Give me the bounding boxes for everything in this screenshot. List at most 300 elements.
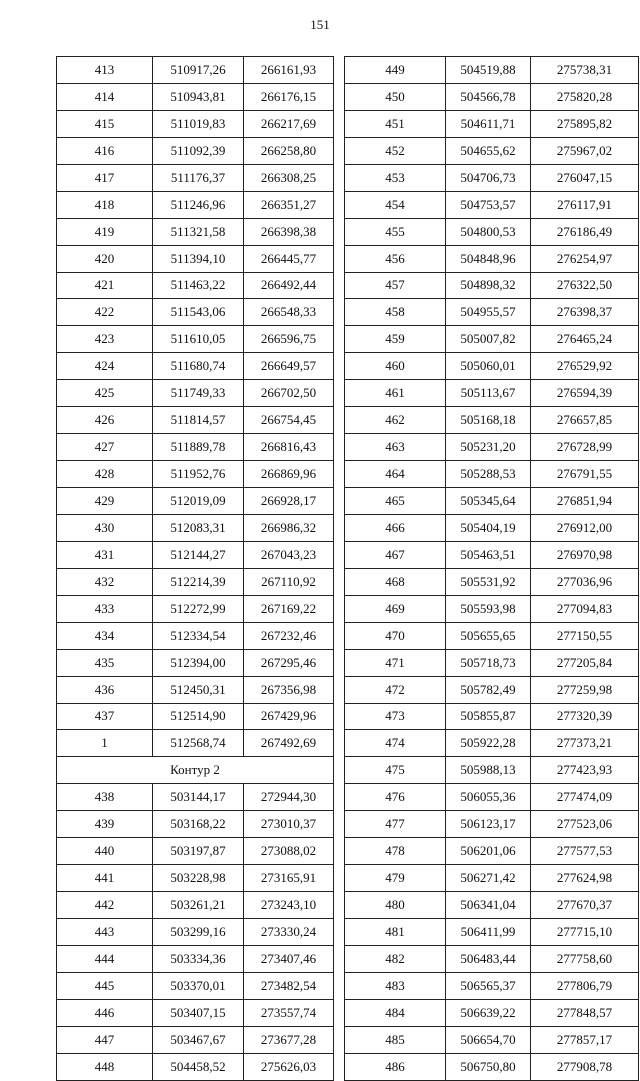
- point-number-cell: 429: [57, 488, 153, 515]
- point-number-cell: 445: [57, 972, 153, 999]
- table-row: [57, 595, 334, 622]
- point-number-cell: 447: [57, 1026, 153, 1053]
- x-coordinate-cell: 511889,78: [153, 434, 244, 461]
- point-number-cell: 432: [57, 568, 153, 595]
- point-number-cell: 467: [345, 541, 446, 568]
- table-row: [345, 568, 639, 595]
- table-row: [345, 622, 639, 649]
- y-coordinate-cell: 273010,37: [244, 811, 334, 838]
- table-row: [345, 541, 639, 568]
- y-coordinate-cell: 275820,28: [531, 83, 639, 110]
- point-number-cell: 485: [345, 1026, 446, 1053]
- table-row: [345, 488, 639, 515]
- table-row: [57, 892, 334, 919]
- x-coordinate-cell: 505463,51: [446, 541, 531, 568]
- y-coordinate-cell: 273088,02: [244, 838, 334, 865]
- x-coordinate-cell: 504800,53: [446, 218, 531, 245]
- table-row: [345, 57, 639, 84]
- y-coordinate-cell: 266986,32: [244, 514, 334, 541]
- y-coordinate-cell: 276970,98: [531, 541, 639, 568]
- y-coordinate-cell: 266548,33: [244, 299, 334, 326]
- table-row: [345, 676, 639, 703]
- y-coordinate-cell: 266217,69: [244, 110, 334, 137]
- y-coordinate-cell: 277715,10: [531, 919, 639, 946]
- table-row: [57, 541, 334, 568]
- y-coordinate-cell: 277848,57: [531, 999, 639, 1026]
- x-coordinate-cell: 504898,32: [446, 272, 531, 299]
- table-row: [57, 137, 334, 164]
- table-row: [345, 972, 639, 999]
- x-coordinate-cell: 505655,65: [446, 622, 531, 649]
- y-coordinate-cell: 267492,69: [244, 730, 334, 757]
- x-coordinate-cell: 511246,96: [153, 191, 244, 218]
- point-number-cell: 457: [345, 272, 446, 299]
- point-number-cell: 456: [345, 245, 446, 272]
- point-number-cell: 483: [345, 972, 446, 999]
- y-coordinate-cell: 272944,30: [244, 784, 334, 811]
- table-row: [57, 972, 334, 999]
- table-row: [57, 110, 334, 137]
- table-row: [57, 57, 334, 84]
- point-number-cell: 451: [345, 110, 446, 137]
- point-number-cell: 450: [345, 83, 446, 110]
- table-row: [345, 784, 639, 811]
- x-coordinate-cell: 503168,22: [153, 811, 244, 838]
- y-coordinate-cell: 266351,27: [244, 191, 334, 218]
- y-coordinate-cell: 266176,15: [244, 83, 334, 110]
- x-coordinate-cell: 505404,19: [446, 514, 531, 541]
- y-coordinate-cell: 277150,55: [531, 622, 639, 649]
- table-row: [345, 703, 639, 730]
- x-coordinate-cell: 511394,10: [153, 245, 244, 272]
- table-row: [57, 514, 334, 541]
- table-row: [57, 676, 334, 703]
- table-row: [57, 164, 334, 191]
- point-number-cell: 481: [345, 919, 446, 946]
- y-coordinate-cell: 273407,46: [244, 945, 334, 972]
- table-row: [57, 272, 334, 299]
- table-row: [345, 1053, 639, 1080]
- x-coordinate-cell: 505231,20: [446, 434, 531, 461]
- point-number-cell: 460: [345, 353, 446, 380]
- table-row: [345, 299, 639, 326]
- table-row: [57, 999, 334, 1026]
- x-coordinate-cell: 506123,17: [446, 811, 531, 838]
- x-coordinate-cell: 505168,18: [446, 407, 531, 434]
- x-coordinate-cell: 512019,09: [153, 488, 244, 515]
- point-number-cell: 423: [57, 326, 153, 353]
- x-coordinate-cell: 512514,90: [153, 703, 244, 730]
- y-coordinate-cell: 266492,44: [244, 272, 334, 299]
- table-row: [345, 595, 639, 622]
- x-coordinate-cell: 511543,06: [153, 299, 244, 326]
- y-coordinate-cell: 266161,93: [244, 57, 334, 84]
- section-title: Контур 2: [57, 757, 334, 784]
- table-row: [57, 434, 334, 461]
- point-number-cell: 419: [57, 218, 153, 245]
- y-coordinate-cell: 277758,60: [531, 945, 639, 972]
- table-row: [345, 945, 639, 972]
- table-row: [345, 353, 639, 380]
- y-coordinate-cell: 276398,37: [531, 299, 639, 326]
- x-coordinate-cell: 512214,39: [153, 568, 244, 595]
- table-row: [57, 649, 334, 676]
- y-coordinate-cell: 266445,77: [244, 245, 334, 272]
- x-coordinate-cell: 505988,13: [446, 757, 531, 784]
- x-coordinate-cell: 511092,39: [153, 137, 244, 164]
- point-number-cell: 418: [57, 191, 153, 218]
- point-number-cell: 413: [57, 57, 153, 84]
- table-row: [57, 299, 334, 326]
- x-coordinate-cell: 506654,70: [446, 1026, 531, 1053]
- x-coordinate-cell: 504519,88: [446, 57, 531, 84]
- table-row: [57, 838, 334, 865]
- y-coordinate-cell: 275895,82: [531, 110, 639, 137]
- y-coordinate-cell: 276657,85: [531, 407, 639, 434]
- x-coordinate-cell: 503334,36: [153, 945, 244, 972]
- y-coordinate-cell: 276117,91: [531, 191, 639, 218]
- table-row: [345, 999, 639, 1026]
- coordinates-table-left: [56, 56, 334, 1081]
- point-number-cell: 486: [345, 1053, 446, 1080]
- x-coordinate-cell: 503261,21: [153, 892, 244, 919]
- table-row: [345, 892, 639, 919]
- x-coordinate-cell: 503228,98: [153, 865, 244, 892]
- x-coordinate-cell: 504955,57: [446, 299, 531, 326]
- point-number-cell: 461: [345, 380, 446, 407]
- point-number-cell: 477: [345, 811, 446, 838]
- y-coordinate-cell: 266308,25: [244, 164, 334, 191]
- x-coordinate-cell: 511749,33: [153, 380, 244, 407]
- y-coordinate-cell: 273165,91: [244, 865, 334, 892]
- y-coordinate-cell: 277806,79: [531, 972, 639, 999]
- table-row: [57, 622, 334, 649]
- point-number-cell: 430: [57, 514, 153, 541]
- y-coordinate-cell: 276254,97: [531, 245, 639, 272]
- y-coordinate-cell: 273482,54: [244, 972, 334, 999]
- point-number-cell: 438: [57, 784, 153, 811]
- point-number-cell: 428: [57, 461, 153, 488]
- point-number-cell: 452: [345, 137, 446, 164]
- x-coordinate-cell: 505113,67: [446, 380, 531, 407]
- x-coordinate-cell: 512394,00: [153, 649, 244, 676]
- y-coordinate-cell: 277857,17: [531, 1026, 639, 1053]
- x-coordinate-cell: 506341,04: [446, 892, 531, 919]
- y-coordinate-cell: 276322,50: [531, 272, 639, 299]
- x-coordinate-cell: 504655,62: [446, 137, 531, 164]
- x-coordinate-cell: 504706,73: [446, 164, 531, 191]
- y-coordinate-cell: 277094,83: [531, 595, 639, 622]
- table-row: [57, 784, 334, 811]
- x-coordinate-cell: 504566,78: [446, 83, 531, 110]
- y-coordinate-cell: 266258,80: [244, 137, 334, 164]
- point-number-cell: 476: [345, 784, 446, 811]
- x-coordinate-cell: 506639,22: [446, 999, 531, 1026]
- x-coordinate-cell: 506483,44: [446, 945, 531, 972]
- y-coordinate-cell: 276791,55: [531, 461, 639, 488]
- table-row: [57, 730, 334, 757]
- y-coordinate-cell: 277423,93: [531, 757, 639, 784]
- y-coordinate-cell: 266928,17: [244, 488, 334, 515]
- x-coordinate-cell: 503144,17: [153, 784, 244, 811]
- y-coordinate-cell: 266702,50: [244, 380, 334, 407]
- table-row: [57, 865, 334, 892]
- table-row: [345, 919, 639, 946]
- point-number-cell: 417: [57, 164, 153, 191]
- y-coordinate-cell: 266754,45: [244, 407, 334, 434]
- point-number-cell: 433: [57, 595, 153, 622]
- point-number-cell: 484: [345, 999, 446, 1026]
- point-number-cell: 422: [57, 299, 153, 326]
- point-number-cell: 426: [57, 407, 153, 434]
- x-coordinate-cell: 512334,54: [153, 622, 244, 649]
- y-coordinate-cell: 275738,31: [531, 57, 639, 84]
- table-row: [57, 919, 334, 946]
- table-row: [57, 568, 334, 595]
- x-coordinate-cell: 503197,87: [153, 838, 244, 865]
- point-number-cell: 421: [57, 272, 153, 299]
- y-coordinate-cell: 275626,03: [244, 1053, 334, 1080]
- table-row: [345, 407, 639, 434]
- table-row: [57, 703, 334, 730]
- point-number-cell: 482: [345, 945, 446, 972]
- y-coordinate-cell: 276047,15: [531, 164, 639, 191]
- x-coordinate-cell: 504753,57: [446, 191, 531, 218]
- point-number-cell: 437: [57, 703, 153, 730]
- point-number-cell: 470: [345, 622, 446, 649]
- x-coordinate-cell: 506565,37: [446, 972, 531, 999]
- x-coordinate-cell: 505288,53: [446, 461, 531, 488]
- x-coordinate-cell: 511814,57: [153, 407, 244, 434]
- y-coordinate-cell: 277320,39: [531, 703, 639, 730]
- y-coordinate-cell: 267169,22: [244, 595, 334, 622]
- table-row: [57, 945, 334, 972]
- y-coordinate-cell: 276186,49: [531, 218, 639, 245]
- point-number-cell: 416: [57, 137, 153, 164]
- x-coordinate-cell: 506201,06: [446, 838, 531, 865]
- table-row: [57, 488, 334, 515]
- point-number-cell: 453: [345, 164, 446, 191]
- point-number-cell: 454: [345, 191, 446, 218]
- table-row: [57, 407, 334, 434]
- y-coordinate-cell: 276912,00: [531, 514, 639, 541]
- point-number-cell: 425: [57, 380, 153, 407]
- x-coordinate-cell: 511463,22: [153, 272, 244, 299]
- table-row: [345, 811, 639, 838]
- x-coordinate-cell: 511610,05: [153, 326, 244, 353]
- point-number-cell: 466: [345, 514, 446, 541]
- point-number-cell: 427: [57, 434, 153, 461]
- point-number-cell: 439: [57, 811, 153, 838]
- point-number-cell: 475: [345, 757, 446, 784]
- table-row: [345, 272, 639, 299]
- x-coordinate-cell: 505782,49: [446, 676, 531, 703]
- y-coordinate-cell: 267232,46: [244, 622, 334, 649]
- x-coordinate-cell: 512272,99: [153, 595, 244, 622]
- y-coordinate-cell: 277259,98: [531, 676, 639, 703]
- table-row: [57, 83, 334, 110]
- point-number-cell: 440: [57, 838, 153, 865]
- table-row: [345, 865, 639, 892]
- table-row: [345, 191, 639, 218]
- y-coordinate-cell: 266398,38: [244, 218, 334, 245]
- coordinates-table-right: [344, 56, 639, 1081]
- y-coordinate-cell: 277205,84: [531, 649, 639, 676]
- point-number-cell: 472: [345, 676, 446, 703]
- point-number-cell: 480: [345, 892, 446, 919]
- x-coordinate-cell: 505855,87: [446, 703, 531, 730]
- table-row: [345, 164, 639, 191]
- table-row: [345, 1026, 639, 1053]
- point-number-cell: 474: [345, 730, 446, 757]
- table-row: [345, 434, 639, 461]
- y-coordinate-cell: 277577,53: [531, 838, 639, 865]
- y-coordinate-cell: 267043,23: [244, 541, 334, 568]
- table-row: [345, 83, 639, 110]
- point-number-cell: 465: [345, 488, 446, 515]
- y-coordinate-cell: 273330,24: [244, 919, 334, 946]
- table-row: [345, 461, 639, 488]
- y-coordinate-cell: 275967,02: [531, 137, 639, 164]
- table-row: [57, 1053, 334, 1080]
- y-coordinate-cell: 273243,10: [244, 892, 334, 919]
- y-coordinate-cell: 267295,46: [244, 649, 334, 676]
- table-row: [57, 326, 334, 353]
- table-row: [345, 730, 639, 757]
- y-coordinate-cell: 277373,21: [531, 730, 639, 757]
- y-coordinate-cell: 273557,74: [244, 999, 334, 1026]
- point-number-cell: 435: [57, 649, 153, 676]
- point-number-cell: 448: [57, 1053, 153, 1080]
- point-number-cell: 469: [345, 595, 446, 622]
- y-coordinate-cell: 277523,06: [531, 811, 639, 838]
- point-number-cell: 446: [57, 999, 153, 1026]
- table-row: [57, 1026, 334, 1053]
- x-coordinate-cell: 512083,31: [153, 514, 244, 541]
- table-row: [345, 838, 639, 865]
- x-coordinate-cell: 503299,16: [153, 919, 244, 946]
- x-coordinate-cell: 506055,36: [446, 784, 531, 811]
- y-coordinate-cell: 276851,94: [531, 488, 639, 515]
- x-coordinate-cell: 503467,67: [153, 1026, 244, 1053]
- table-row: [345, 649, 639, 676]
- y-coordinate-cell: 277474,09: [531, 784, 639, 811]
- table-row: [345, 110, 639, 137]
- x-coordinate-cell: 505593,98: [446, 595, 531, 622]
- section-row: [57, 757, 334, 784]
- y-coordinate-cell: 266869,96: [244, 461, 334, 488]
- table-row: [345, 757, 639, 784]
- x-coordinate-cell: 510943,81: [153, 83, 244, 110]
- x-coordinate-cell: 504611,71: [446, 110, 531, 137]
- table-row: [345, 326, 639, 353]
- table-row: [57, 245, 334, 272]
- point-number-cell: 462: [345, 407, 446, 434]
- y-coordinate-cell: 267110,92: [244, 568, 334, 595]
- table-row: [57, 380, 334, 407]
- point-number-cell: 444: [57, 945, 153, 972]
- x-coordinate-cell: 512450,31: [153, 676, 244, 703]
- point-number-cell: 431: [57, 541, 153, 568]
- y-coordinate-cell: 276728,99: [531, 434, 639, 461]
- x-coordinate-cell: 512144,27: [153, 541, 244, 568]
- point-number-cell: 415: [57, 110, 153, 137]
- point-number-cell: 468: [345, 568, 446, 595]
- x-coordinate-cell: 504458,52: [153, 1053, 244, 1080]
- table-row: [345, 245, 639, 272]
- x-coordinate-cell: 511176,37: [153, 164, 244, 191]
- page-number: 151: [310, 17, 330, 32]
- x-coordinate-cell: 512568,74: [153, 730, 244, 757]
- x-coordinate-cell: 506271,42: [446, 865, 531, 892]
- y-coordinate-cell: 267356,98: [244, 676, 334, 703]
- x-coordinate-cell: 503407,15: [153, 999, 244, 1026]
- y-coordinate-cell: 276465,24: [531, 326, 639, 353]
- x-coordinate-cell: 505007,82: [446, 326, 531, 353]
- table-row: [57, 353, 334, 380]
- point-number-cell: 441: [57, 865, 153, 892]
- y-coordinate-cell: 277036,96: [531, 568, 639, 595]
- point-number-cell: 449: [345, 57, 446, 84]
- point-number-cell: 479: [345, 865, 446, 892]
- y-coordinate-cell: 276594,39: [531, 380, 639, 407]
- point-number-cell: 473: [345, 703, 446, 730]
- x-coordinate-cell: 505922,28: [446, 730, 531, 757]
- point-number-cell: 459: [345, 326, 446, 353]
- x-coordinate-cell: 505718,73: [446, 649, 531, 676]
- point-number-cell: 424: [57, 353, 153, 380]
- point-number-cell: 436: [57, 676, 153, 703]
- x-coordinate-cell: 511321,58: [153, 218, 244, 245]
- table-row: [57, 218, 334, 245]
- point-number-cell: 478: [345, 838, 446, 865]
- x-coordinate-cell: 511680,74: [153, 353, 244, 380]
- point-number-cell: 434: [57, 622, 153, 649]
- x-coordinate-cell: 506411,99: [446, 919, 531, 946]
- point-number-cell: 1: [57, 730, 153, 757]
- table-row: [57, 811, 334, 838]
- y-coordinate-cell: 277624,98: [531, 865, 639, 892]
- y-coordinate-cell: 276529,92: [531, 353, 639, 380]
- x-coordinate-cell: 505531,92: [446, 568, 531, 595]
- y-coordinate-cell: 266649,57: [244, 353, 334, 380]
- table-row: [345, 137, 639, 164]
- y-coordinate-cell: 277670,37: [531, 892, 639, 919]
- point-number-cell: 414: [57, 83, 153, 110]
- x-coordinate-cell: 505345,64: [446, 488, 531, 515]
- x-coordinate-cell: 511019,83: [153, 110, 244, 137]
- y-coordinate-cell: 267429,96: [244, 703, 334, 730]
- x-coordinate-cell: 505060,01: [446, 353, 531, 380]
- table-row: [345, 218, 639, 245]
- x-coordinate-cell: 510917,26: [153, 57, 244, 84]
- point-number-cell: 443: [57, 919, 153, 946]
- point-number-cell: 464: [345, 461, 446, 488]
- point-number-cell: 442: [57, 892, 153, 919]
- y-coordinate-cell: 266596,75: [244, 326, 334, 353]
- x-coordinate-cell: 506750,80: [446, 1053, 531, 1080]
- point-number-cell: 420: [57, 245, 153, 272]
- x-coordinate-cell: 511952,76: [153, 461, 244, 488]
- x-coordinate-cell: 504848,96: [446, 245, 531, 272]
- table-row: [345, 380, 639, 407]
- y-coordinate-cell: 277908,78: [531, 1053, 639, 1080]
- y-coordinate-cell: 266816,43: [244, 434, 334, 461]
- y-coordinate-cell: 273677,28: [244, 1026, 334, 1053]
- point-number-cell: 471: [345, 649, 446, 676]
- table-row: [345, 514, 639, 541]
- point-number-cell: 463: [345, 434, 446, 461]
